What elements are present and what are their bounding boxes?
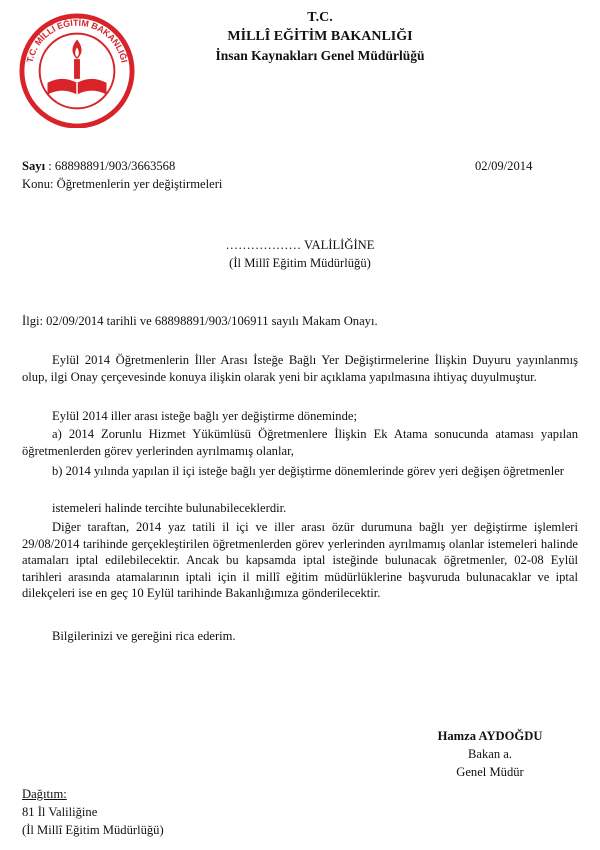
reference-line: İlgi: 02/09/2014 tarihli ve 68898891/903/106911 sayılı Makam Onayı. — [22, 314, 378, 328]
paragraph-6: Diğer taraftan, 2014 yaz tatili il içi ve iller arası özür durumuna bağlı yer değiştirme işlemleri 29/08/2014 tarihinde gerçekleştirilen öğretmenlerden görev yerlerinden ayrılmamış olanlar istemeleri halinde atamaları iptal edilebilecektir. Ancak bu kapsamda iptal isteğinde bulunacak öğretmenler, 02-08 Eylül tarihleri arasında atamalarının iptali için il millî eğitim müdürlüklerine başvuruda bulunacaklar ve iptal dilekçeleri ise en geç 10 Eylül tarihinde Bakanlığımıza gönderilecektir. — [22, 520, 578, 600]
recipient-line-2: (İl Millî Eğitim Müdürlüğü) — [229, 256, 371, 270]
sayi-line — [22, 158, 175, 175]
sayi-label: Sayı — [22, 159, 46, 173]
signature-name: Hamza AYDOĞDU — [437, 729, 543, 743]
recipient-line-1: ……………… VALİLİĞİNE — [225, 238, 375, 252]
paragraph-3: a) 2014 Zorunlu Hizmet Yükümlüsü Öğretmenlere İlişkin Ek Atama sonucunda ataması yapılan öğretmenlerden görev yerlerinden ayrılmamış olanlar, — [22, 427, 578, 458]
sayi-value: : 68898891/903/3663568 — [48, 159, 176, 173]
ministry-logo — [18, 10, 136, 128]
logo-text: T.C. MİLLÎ EĞİTİM BAKANLIĞI — [24, 17, 130, 64]
distribution-line-2: (İl Millî Eğitim Müdürlüğü) — [22, 823, 164, 837]
paragraph-7: Bilgilerinizi ve gereğini rica ederim. — [52, 629, 236, 643]
paragraph-1: Eylül 2014 Öğretmenlerin İller Arası İsteğe Bağlı Yer Değiştirmelerine İlişkin Duyuru yayınlanmış olup, ilgi Onay çerçevesinde konuya ilişkin olarak yeni bir açıklama yapılmasına ihtiyaç duyulmuştur. — [22, 353, 578, 384]
paragraph-4: b) 2014 yılında yapılan il içi isteğe bağlı yer değiştirme dönemlerinde görev yeri değişen öğretmenler — [52, 464, 564, 478]
paragraph-2: Eylül 2014 iller arası isteğe bağlı yer değiştirme döneminde; — [52, 409, 357, 423]
subject-line: Konu: Öğretmenlerin yer değiştirmeleri — [22, 177, 223, 191]
document-date: 02/09/2014 — [475, 159, 533, 173]
header-ministry: MİLLÎ EĞİTİM BAKANLIĞI — [227, 29, 413, 44]
signature-title-1: Bakan a. — [467, 747, 513, 761]
paragraph-5: istemeleri halinde tercihte bulunabileceklerdir. — [52, 501, 287, 515]
distribution-label: Dağıtım: — [22, 787, 67, 801]
header-tc: T.C. — [307, 10, 333, 25]
signature-title-2: Genel Müdür — [456, 765, 524, 779]
distribution-line-1: 81 İl Valiliğine — [22, 805, 98, 819]
header-department: İnsan Kaynakları Genel Müdürlüğü — [215, 48, 425, 63]
